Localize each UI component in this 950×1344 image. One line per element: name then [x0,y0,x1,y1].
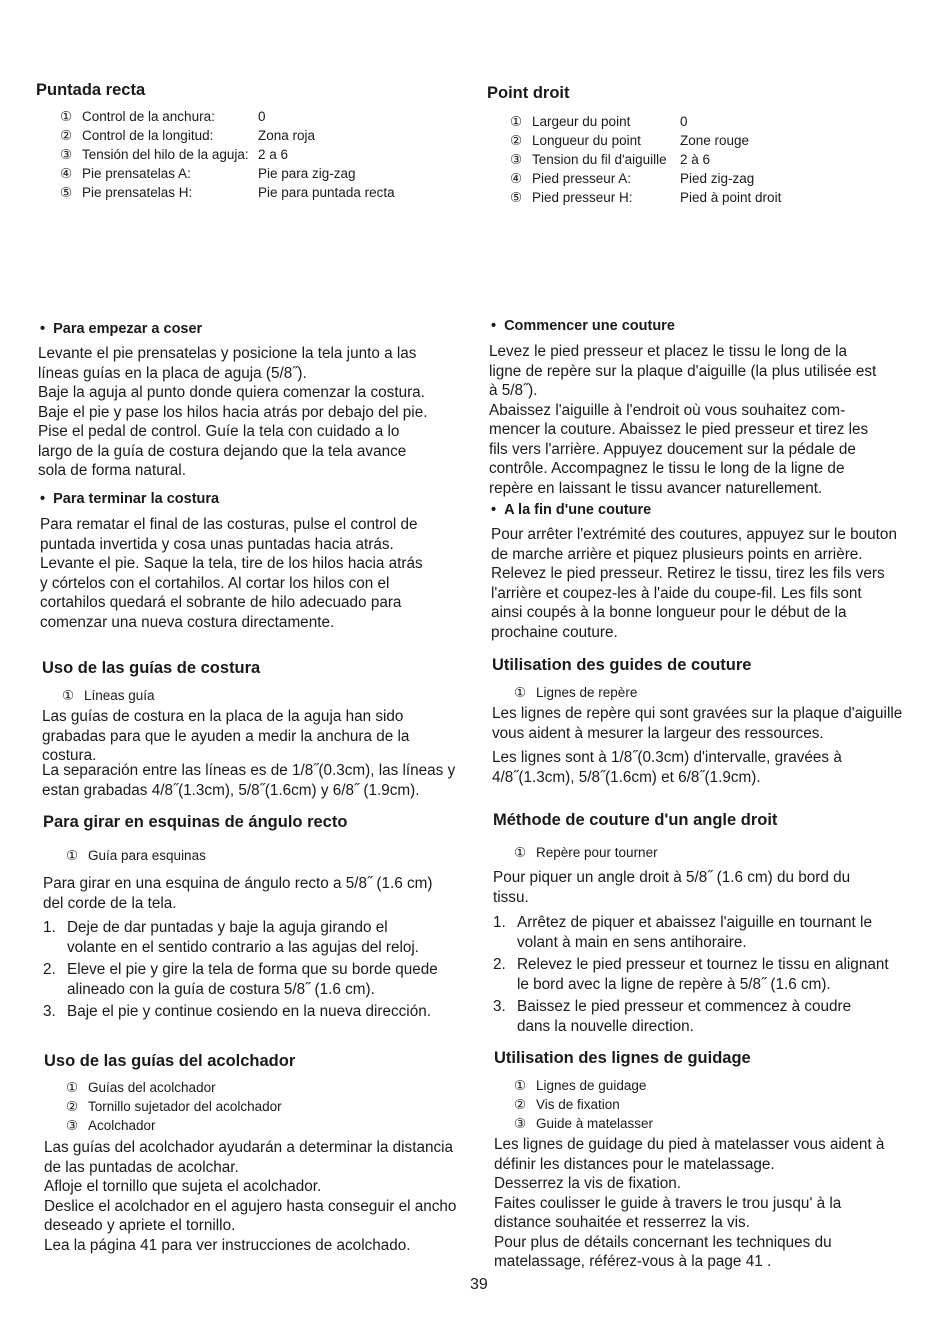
text-line: de marche arrière et piquez plusieurs points en arrière. [491,545,863,563]
spec-row [510,131,781,150]
text-line: puntada invertida y cosa unas puntadas hacia atrás. [40,535,394,553]
text-line: Baje la aguja al punto donde quiera comenzar la costura. [38,384,425,401]
spec-value: 2 a 6 [258,147,289,162]
text-line: y córtelos con el cortahilos. Al cortar los hilos con el [40,574,390,592]
text-line: estan grabadas 4/8˝(1.3cm), 5/8˝(1.6cm) y 6/8˝ (1.9cm). [42,781,420,799]
step-item [493,997,889,1036]
step-number: 2. [43,961,56,978]
step-line: volant à main en sens antihoraire. [517,933,747,951]
text-line: cortahilos quedará el sobrante de hilo adecuado para [40,594,402,611]
step-item [43,960,438,999]
text-line: à 5/8˝). [489,382,538,399]
text-line: comenzar una nueva costura directamente. [40,613,335,631]
step-line: Deje de dar puntadas y baje la aguja girando el [67,919,388,936]
text-line: Les lignes de repère qui sont gravées sur la plaque d'aiguille [492,705,903,722]
step-item [493,955,889,994]
es-quilting-text [44,1138,456,1255]
spec-number: ⑤ [60,185,73,200]
fr-finish-sewing-text [491,525,897,642]
caption-number: ① [66,1080,79,1095]
text-line: matelassage, référez-vous à la page 41 . [494,1253,772,1270]
caption-text: Lignes de guidage [536,1078,647,1093]
step-item [43,918,438,957]
es-seam-guides-spacing [42,761,455,800]
es-seam-guides-caption: ① Líneas guía [62,688,155,703]
text-line: distance souhaitée et resserrez la vis. [494,1214,750,1231]
caption-text: Guide à matelasser [536,1116,654,1131]
step-number: 3. [493,998,506,1015]
step-item [493,913,889,952]
step-line: Baissez le pied presseur et commencez à coudre [517,998,852,1015]
text-line: mencer la couture. Abaissez le pied presseur et tirez les [489,421,869,438]
caption-number: ② [514,1097,527,1112]
spec-number: ③ [60,147,73,162]
es-quilting-captions [66,1078,282,1135]
es-straight-stitch-title: Puntada recta [36,81,146,99]
fr-start-sewing-text [489,342,876,498]
step-line: dans la nouvelle direction. [517,1017,694,1035]
spec-number: ④ [510,171,523,186]
spec-row [510,112,781,131]
es-corner-title: Para girar en esquinas de ángulo recto [43,813,348,831]
spec-value: 0 [680,114,688,129]
es-quilting-title: Uso de las guías del acolchador [44,1052,296,1070]
text-line: Para rematar el final de las costuras, pulse el control de [40,516,418,533]
fr-corner-caption: ① Repère pour tourner [514,845,658,860]
step-line: volante en el sentido contrario a las agujas del reloj. [67,938,420,956]
es-spec-list [60,107,395,202]
spec-number: ① [60,109,73,124]
text-line: Pour arrêter l'extrémité des coutures, appuyez sur le bouton [491,526,897,543]
es-seam-guides-title: Uso de las guías de costura [42,659,261,677]
spec-number: ⑤ [510,190,523,205]
text-line: Levante el pie prensatelas y posicione la tela junto a las [38,345,417,362]
text-line: Afloje el tornillo que sujeta el acolchador. [44,1178,322,1195]
fr-corner-title: Méthode de couture d'un angle droit [493,811,778,829]
spec-row [510,169,781,188]
text-line: repère en laissant le tissu avancer naturellement. [489,479,823,497]
spec-value: Zone rouge [680,133,750,148]
spec-row [510,188,781,207]
text-line: líneas guías en la placa de aguja (5/8˝). [38,364,307,382]
spec-label: Pie prensatelas H: [82,185,193,200]
text-line: Abaissez l'aiguille à l'endroit où vous souhaitez com- [489,401,846,419]
text-line: grabadas para que le ayuden a medir la anchura de la [42,727,410,745]
caption-number: ② [66,1099,79,1114]
spec-number: ③ [510,152,523,167]
fr-seam-guides-title: Utilisation des guides de couture [492,656,752,674]
text-line: Para girar en una esquina de ángulo recto a 5/8˝ (1.6 cm) [43,875,433,892]
step-line: Arrêtez de piquer et abaissez l'aiguille en tournant le [517,914,872,931]
text-line: de las puntadas de acolchar. [44,1158,239,1176]
fr-corner-intro [493,868,850,907]
text-line: sola de forma natural. [38,462,186,479]
text-line: costura. [42,747,97,764]
fr-finish-sewing-title: • A la fin d'une couture [491,502,652,518]
caption-item [514,1095,653,1114]
spec-label: Tensión del hilo de la aguja: [82,147,249,162]
spec-value: Pie para zig-zag [258,166,356,181]
fr-quilting-captions [514,1076,653,1133]
text-line: Lea la página 41 para ver instrucciones de acolchado. [44,1236,411,1254]
text-line: deseado y apriete el tornillo. [44,1217,236,1234]
spec-label: Longueur du point [532,133,641,148]
text-line: Levez le pied presseur et placez le tissu le long de la [489,343,847,360]
caption-item [514,1076,653,1095]
es-corner-intro [43,874,432,913]
spec-value: Pie para puntada recta [258,185,395,200]
caption-item [66,1116,282,1135]
text-line: Las guías del acolchador ayudarán a determinar la distancia [44,1139,454,1156]
es-finish-sewing-title: • Para terminar la costura [40,491,220,507]
spec-row [60,145,395,164]
text-line: ainsi coupés à la bonne longueur pour le début de la [491,604,847,621]
text-line: Pour plus de détails concernant les techniques du [494,1233,832,1251]
caption-number: ③ [514,1116,527,1131]
text-line: 4/8˝(1.3cm), 5/8˝(1.6cm) et 6/8˝(1.9cm). [492,768,761,786]
text-line: l'arrière et coupez-les à l'aide du coupe-fil. Les fils sont [491,584,862,602]
caption-text: Vis de fixation [536,1097,620,1112]
text-line: Faites coulisser le guide à travers le trou jusqu' à la [494,1194,842,1212]
spec-row [60,183,395,202]
text-line: Les lignes sont à 1/8˝(0.3cm) d'intervalle, gravées à [492,749,842,766]
caption-number: ① [514,1078,527,1093]
text-line: Pour piquer un angle droit à 5/8˝ (1.6 cm) du bord du [493,869,851,886]
fr-quilting-text [494,1135,884,1272]
step-line: Eleve el pie y gire la tela de forma que su borde quede [67,961,438,978]
spec-value: 0 [258,109,266,124]
caption-text: Guías del acolchador [88,1080,216,1095]
spec-value: 2 à 6 [680,152,711,167]
step-number: 3. [43,1003,56,1020]
caption-item [514,1114,653,1133]
spec-value: Pied à point droit [680,190,782,205]
es-seam-guides-text [42,707,409,766]
text-line: ligne de repère sur la plaque d'aiguille (la plus utilisée est [489,362,877,380]
spec-label: Control de la longitud: [82,128,214,143]
spec-row [60,126,395,145]
spec-number: ② [510,133,523,148]
text-line: largo de la guía de costura dejando que la tela avance [38,442,407,460]
text-line: Desserrez la vis de fixation. [494,1175,682,1192]
spec-label: Pied presseur A: [532,171,632,186]
fr-seam-guides-spacing [492,748,842,787]
caption-item [66,1097,282,1116]
caption-item [66,1078,282,1097]
fr-start-sewing-title: • Commencer une couture [491,318,675,334]
es-corner-steps [43,918,438,1025]
spec-label: Pie prensatelas A: [82,166,191,181]
step-number: 1. [493,914,506,931]
text-line: fils vers l'arrière. Appuyez doucement sur la pédale de [489,440,856,458]
step-number: 1. [43,919,56,936]
caption-number: ③ [66,1118,79,1133]
text-line: vous aident à mesurer la largeur des ressources. [492,724,824,742]
spec-row [510,150,781,169]
spec-number: ② [60,128,73,143]
caption-text: Tornillo sujetador del acolchador [88,1099,282,1114]
page-number: 39 [470,1276,488,1293]
caption-text: Acolchador [88,1118,156,1133]
step-number: 2. [493,956,506,973]
es-start-sewing-text [38,344,427,481]
text-line: Relevez le pied presseur. Retirez le tissu, tirez les fils vers [491,565,885,582]
text-line: Baje el pie y pase los hilos hacia atrás por debajo del pie. [38,403,428,421]
text-line: définir les distances pour le matelassage. [494,1155,775,1173]
spec-value: Zona roja [258,128,316,143]
text-line: del corde de la tela. [43,894,177,912]
spec-row [60,107,395,126]
spec-row [60,164,395,183]
text-line: Pise el pedal de control. Guíe la tela con cuidado a lo [38,423,400,440]
text-line: prochaine couture. [491,623,618,641]
es-corner-caption: ① Guía para esquinas [66,848,206,863]
text-line: contrôle. Accompagnez le tissu le long de la ligne de [489,460,845,477]
fr-straight-stitch-title: Point droit [487,84,570,102]
fr-seam-guides-text [492,704,902,743]
text-line: Levante el pie. Saque la tela, tire de los hilos hacia atrás [40,555,423,572]
fr-spec-list [510,112,781,207]
text-line: Deslice el acolchador en el agujero hasta conseguir el ancho [44,1197,457,1215]
text-line: tissu. [493,888,529,906]
spec-label: Tension du fil d'aiguille [532,152,667,167]
spec-number: ④ [60,166,73,181]
step-line: Relevez le pied presseur et tournez le tissu en alignant [517,956,889,973]
text-line: Las guías de costura en la placa de la aguja han sido [42,708,404,725]
spec-label: Largeur du point [532,114,631,129]
text-line: Les lignes de guidage du pied à matelasser vous aident à [494,1136,885,1153]
step-line: le bord avec la ligne de repère à 5/8˝ (1.6 cm). [517,975,831,993]
fr-quilting-title: Utilisation des lignes de guidage [494,1049,751,1067]
spec-number: ① [510,114,523,129]
spec-label: Pied presseur H: [532,190,633,205]
step-item [43,1002,438,1022]
step-line: alineado con la guía de costura 5/8˝ (1.6 cm). [67,980,375,998]
es-start-sewing-title: • Para empezar a coser [40,321,203,337]
step-line: Baje el pie y continue cosiendo en la nueva dirección. [67,1003,431,1020]
text-line: La separación entre las líneas es de 1/8˝(0.3cm), las líneas y [42,762,456,779]
es-finish-sewing-text [40,515,423,632]
spec-label: Control de la anchura: [82,109,215,124]
fr-corner-steps [493,913,889,1039]
fr-seam-guides-caption: ① Lignes de repère [514,685,638,700]
spec-value: Pied zig-zag [680,171,755,186]
